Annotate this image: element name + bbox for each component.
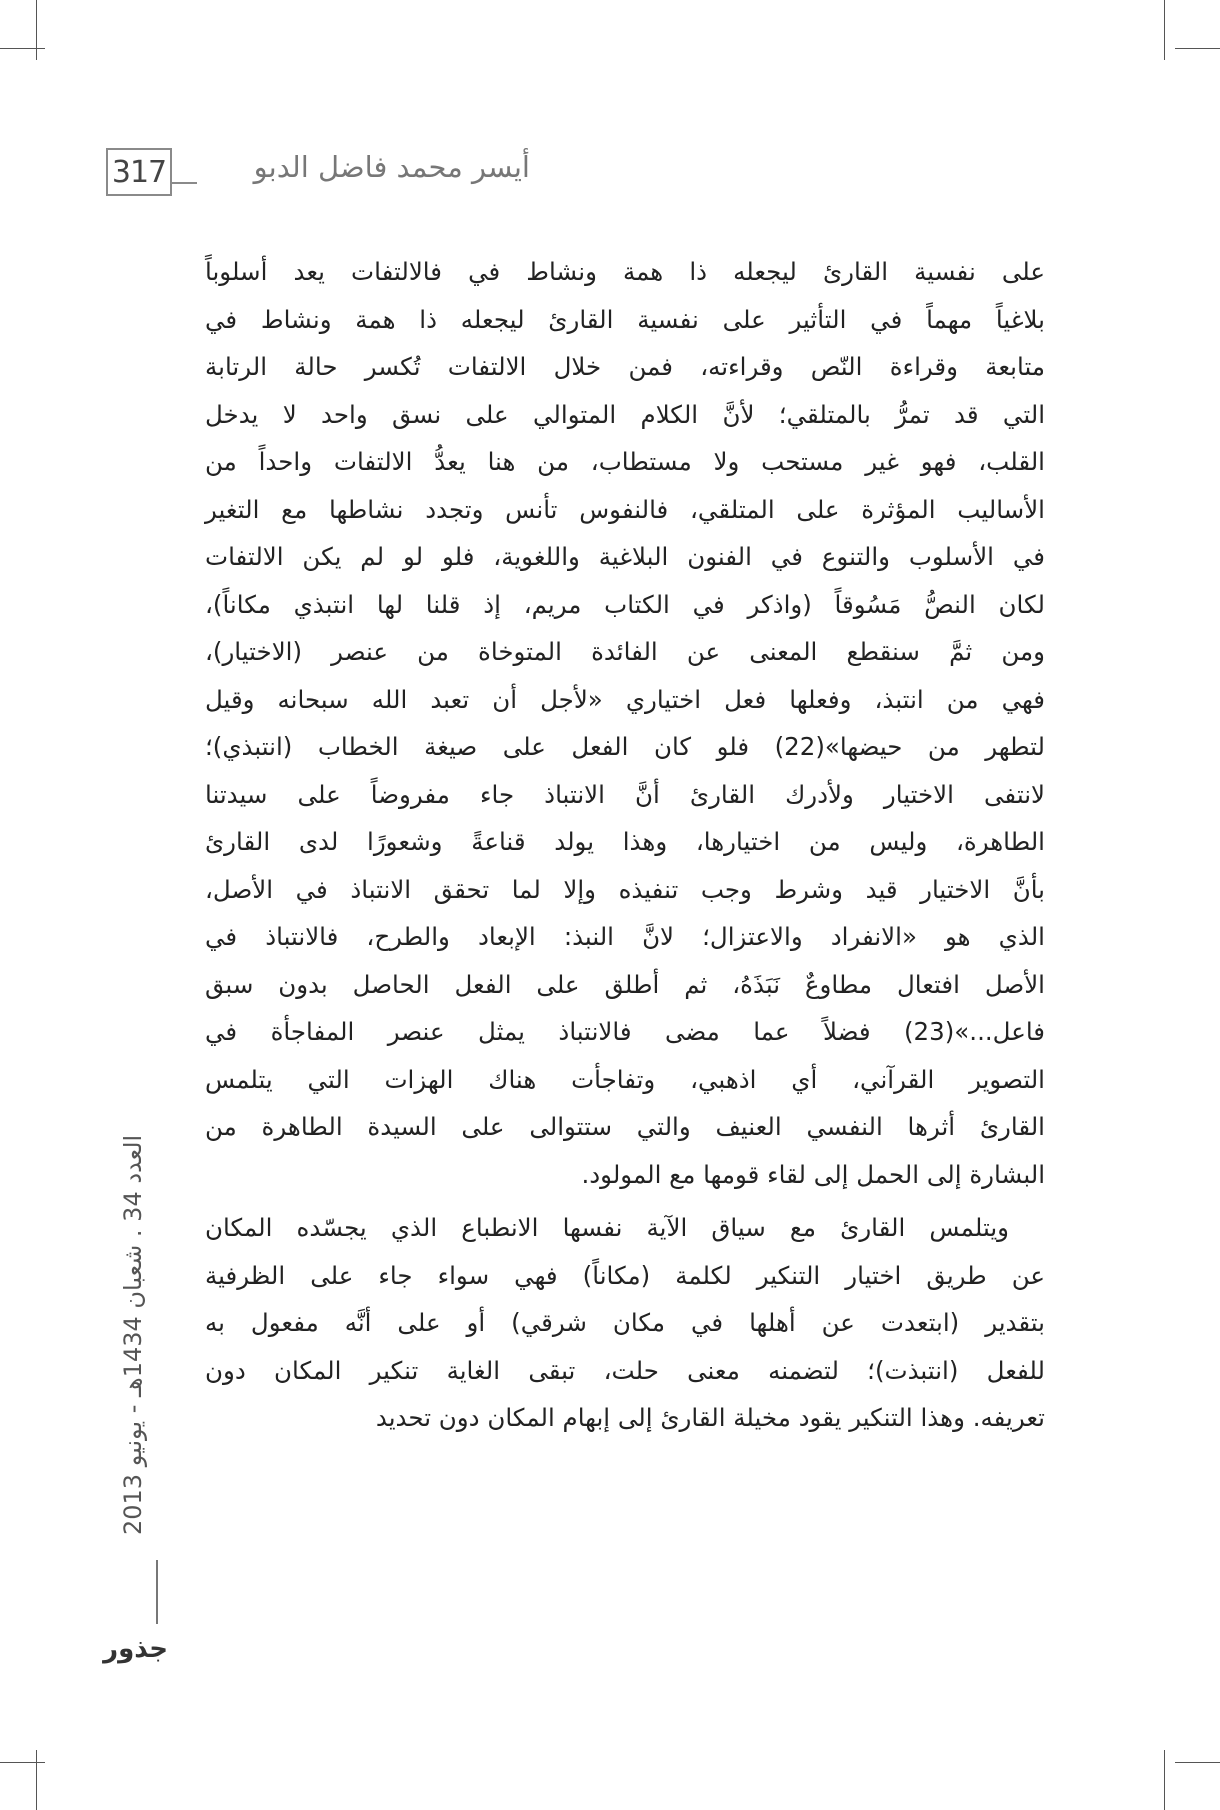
header-rule	[172, 182, 197, 184]
text-line: عن طريق اختيار التنكير لكلمة (مكاناً) فهي سواء جاء على الظرفية	[205, 1260, 1045, 1290]
crop-mark	[1164, 0, 1165, 60]
text-line: البشارة إلى الحمل إلى لقاء قومها مع المولود.	[581, 1159, 1045, 1189]
text-line: القارئ أثرها النفسي العنيف والتي ستتوالى على السيدة الطاهرة من	[205, 1112, 1045, 1141]
text-line: لتطهر من حيضها»(22) فلو كان الفعل على صيغة الخطاب (انتبذي)؛	[205, 732, 1045, 761]
text-line: تعريفه. وهذا التنكير يقود مخيلة القارئ إلى إبهام المكان دون تحديد	[375, 1403, 1045, 1432]
text-line: متابعة وقراءة النّص وقراءته، فمن خلال الالتفات تُكسر حالة الرتابة	[205, 352, 1045, 381]
crop-mark	[1175, 48, 1220, 49]
text-line: التصوير القرآني، أي اذهبي، وتفاجأت هناك الهزات التي يتلمس	[205, 1064, 1045, 1094]
text-line: فهي من انتبذ، وفعلها فعل اختياري «لأجل أن تعبد الله سبحانه وقيل	[205, 684, 1045, 714]
text-line: على نفسية القارئ ليجعله ذا همة ونشاط في فالالتفات يعد أسلوباً	[205, 257, 1045, 286]
text-line: للفعل (انتبذت)؛ لتضمنه معنى حلت، تبقى الغاية تنكير المكان دون	[205, 1355, 1045, 1385]
crop-mark	[1175, 1762, 1220, 1763]
text-line: الأساليب المؤثرة على المتلقي، فالنفوس تأنس وتجدد نشاطها مع التغير	[205, 494, 1045, 524]
crop-mark	[0, 1762, 45, 1763]
text-line: بأنَّ الاختيار قيد وشرط وجب تنفيذه وإلا لما تحقق الانتباذ في الأصل،	[205, 874, 1045, 904]
text-line: في الأسلوب والتنوع في الفنون البلاغية واللغوية، فلو لو لم يكن الالتفات	[205, 542, 1045, 571]
text-line: التي قد تمرُّ بالمتلقي؛ لأنَّ الكلام المتوالي على نسق واحد لا يدخل	[205, 399, 1045, 429]
text-line: ويتلمس القارئ مع سياق الآية نفسها الانطباع الذي يجسّده المكان	[205, 1213, 1009, 1242]
journal-logo: جذور	[103, 1634, 168, 1664]
crop-mark	[1164, 1750, 1165, 1810]
text-line: لانتفى الاختيار ولأدرك القارئ أنَّ الانتباذ جاء مفروضاً على سيدتنا	[205, 779, 1045, 809]
side-rule	[156, 1560, 158, 1624]
crop-mark	[36, 1750, 37, 1810]
journal-issue-info	[113, 1115, 153, 1535]
text-line: القلب، فهو غير مستحب ولا مستطاب، من هنا يعدُّ الالتفات واحداً من	[205, 447, 1045, 476]
text-line: لكان النصُّ مَسُوقاً (واذكر في الكتاب مريم، إذ قلنا لها انتبذي مكاناً)،	[205, 589, 1045, 619]
text-line: بلاغياً مهماً في التأثير على نفسية القارئ ليجعله ذا همة ونشاط في	[205, 304, 1045, 334]
crop-mark	[0, 48, 45, 49]
crop-mark	[36, 0, 37, 60]
text-line: الطاهرة، وليس من اختيارها، وهذا يولد قناعةً وشعورًا لدى القارئ	[205, 827, 1045, 856]
text-line: فاعل...»(23) فضلاً عما مضى فالانتباذ يمثل عنصر المفاجأة في	[205, 1017, 1045, 1046]
text-line: ومن ثمَّ سنقطع المعنى عن الفائدة المتوخاة من عنصر (الاختيار)،	[205, 637, 1045, 666]
paragraph-2	[205, 1204, 1045, 1442]
text-line: الذي هو «الانفراد والاعتزال؛ لانَّ النبذ: الإبعاد والطرح، فالانتباذ في	[205, 922, 1045, 951]
journal-issue-text: العدد 34 . شعبان 1434هـ - يونيو 2013	[119, 1134, 147, 1535]
page-number: 317	[106, 148, 172, 196]
body-text	[205, 248, 1045, 1442]
paragraph-1	[205, 248, 1045, 1198]
running-head-author: أيسر محمد فاضل الدبو	[253, 150, 530, 184]
text-line: الأصل افتعال مطاوعٌ نَبَذَهُ، ثم أطلق على الفعل الحاصل بدون سبق	[205, 969, 1045, 999]
text-line: بتقدير (ابتعدت عن أهلها في مكان شرقي) أو على أنَّه مفعول به	[205, 1308, 1045, 1337]
